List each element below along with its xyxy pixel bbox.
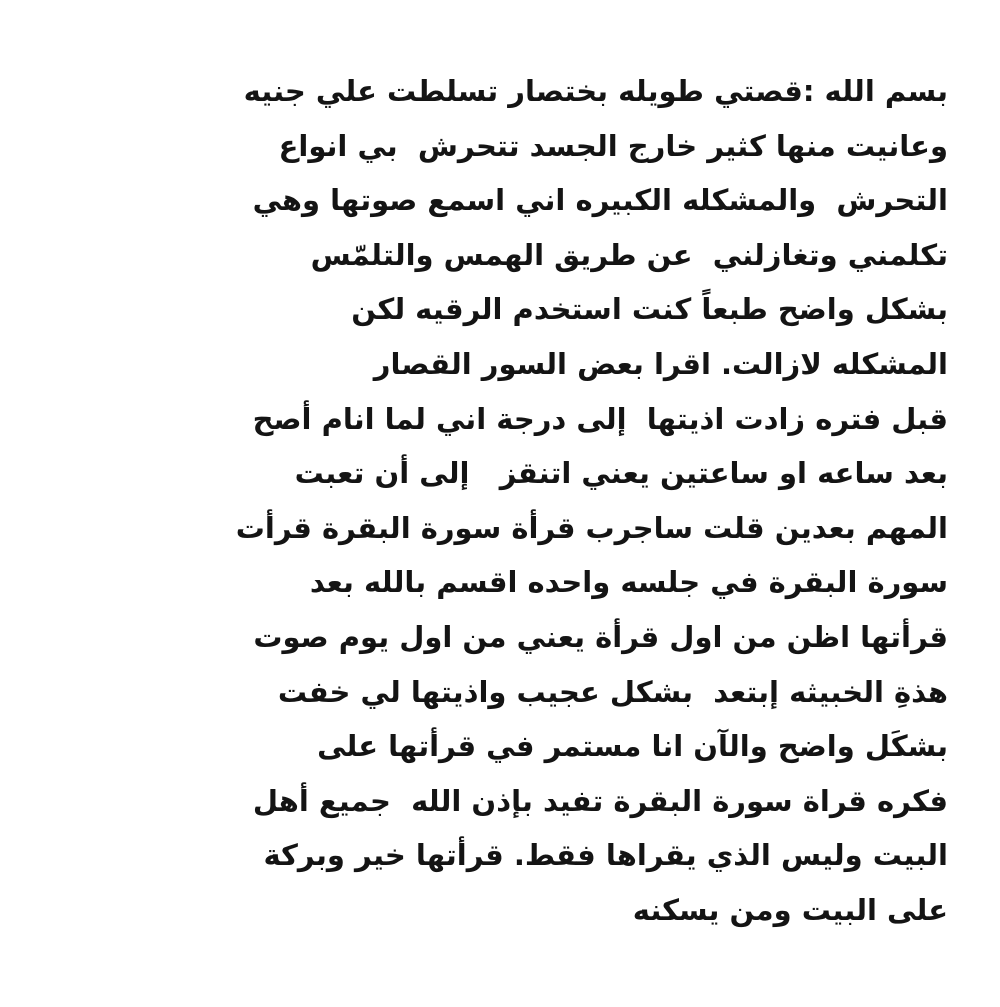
text-line-7: قبل فتره زادت اذيتها إلى درجة اني لما انام أصح xyxy=(252,401,948,436)
text-line-11: قرأتها اظن من اول قرأة يعني من اول يوم صوت xyxy=(253,619,948,654)
text-line-16: على البيت ومن يسكنه xyxy=(632,892,948,927)
story-text-block xyxy=(188,64,948,938)
text-line-12: هذةِ الخبيثه إبتعد بشكل عجيب واذيتها لي خفت xyxy=(277,674,948,709)
text-line-8: بعد ساعه او ساعتين يعني اتنقز إلى أن تعبت xyxy=(294,456,948,491)
text-line-14: فكره قراة سورة البقرة تفيد بإذن الله جميع أهل xyxy=(252,783,948,818)
text-line-10: سورة البقرة في جلسه واحده اقسم بالله بعد xyxy=(309,565,948,600)
text-line-13: بشكَل واضح والآن انا مستمر في قرأتها على xyxy=(317,729,948,764)
text-line-3: التحرش والمشكله الكبيره اني اسمع صوتها وهي xyxy=(252,183,948,218)
text-line-9: المهم بعدين قلت ساجرب قرأة سورة البقرة قرأت xyxy=(235,510,948,545)
text-line-4: تكلمني وتغازلني عن طريق الهمس والتلمّس xyxy=(310,237,948,272)
text-line-6: المشكله لازالت. اقرا بعض السور القصار xyxy=(373,346,948,381)
text-line-1: بسم الله :قصتي طويله بختصار تسلطت علي جنيه xyxy=(243,74,948,108)
text-line-15: البيت وليس الذي يقراها فقط. قرأتها خير وبركة xyxy=(263,838,948,873)
text-line-5: بشكل واضح طبعاً كنت استخدم الرقيه لكن xyxy=(351,292,948,327)
text-line-2: وعانيت منها كثير خارج الجسد تتحرش بي انواع xyxy=(278,128,948,163)
